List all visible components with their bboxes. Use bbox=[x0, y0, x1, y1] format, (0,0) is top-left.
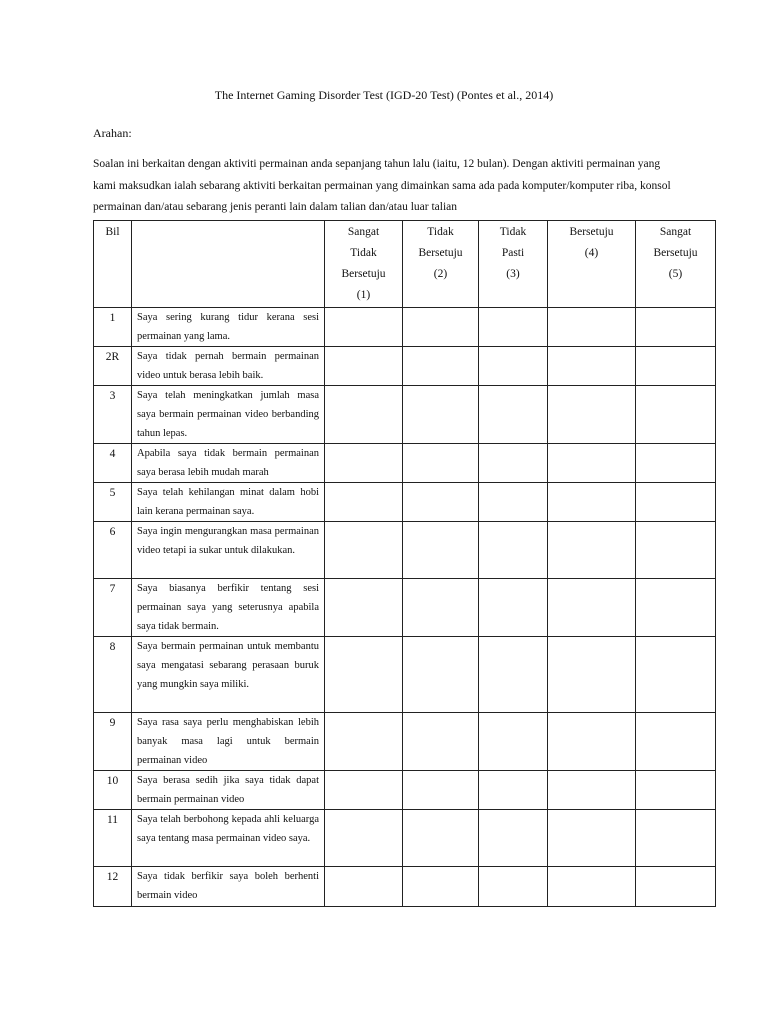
response-cell-3[interactable] bbox=[479, 347, 548, 386]
response-cell-2[interactable] bbox=[403, 308, 479, 347]
item-statement: Saya telah berbohong kepada ahli keluarga saya tentang masa permainan video saya. bbox=[132, 810, 325, 867]
response-cell-5[interactable] bbox=[636, 347, 716, 386]
item-number: 11 bbox=[94, 810, 132, 867]
item-statement: Saya rasa saya perlu menghabiskan lebih banyak masa lagi untuk bermain permainan video bbox=[132, 713, 325, 771]
response-cell-4[interactable] bbox=[548, 308, 636, 347]
column-header-statement bbox=[132, 221, 325, 308]
response-cell-5[interactable] bbox=[636, 308, 716, 347]
response-cell-2[interactable] bbox=[403, 867, 479, 907]
column-header-number: Bil bbox=[94, 221, 132, 308]
item-number: 3 bbox=[94, 386, 132, 444]
item-statement: Saya tidak berfikir saya boleh berhenti bermain video bbox=[132, 867, 325, 907]
response-cell-1[interactable] bbox=[325, 637, 403, 713]
column-header-scale-1: Sangat Tidak Bersetuju (1) bbox=[325, 221, 403, 308]
document-title: The Internet Gaming Disorder Test (IGD-20 Test) (Pontes et al., 2014) bbox=[214, 88, 554, 102]
response-cell-3[interactable] bbox=[479, 579, 548, 637]
response-cell-1[interactable] bbox=[325, 444, 403, 483]
column-header-scale-5: Sangat Bersetuju (5) bbox=[636, 221, 716, 308]
table-row bbox=[94, 308, 716, 347]
intro-line: permainan dan/atau sebarang jenis peranti lain dalam talian dan/atau luar talian bbox=[93, 201, 458, 213]
questionnaire-table bbox=[93, 220, 716, 907]
response-cell-4[interactable] bbox=[548, 483, 636, 522]
response-cell-2[interactable] bbox=[403, 771, 479, 810]
response-cell-3[interactable] bbox=[479, 386, 548, 444]
response-cell-3[interactable] bbox=[479, 810, 548, 867]
response-cell-2[interactable] bbox=[403, 810, 479, 867]
response-cell-3[interactable] bbox=[479, 522, 548, 579]
response-cell-5[interactable] bbox=[636, 713, 716, 771]
table-row bbox=[94, 713, 716, 771]
response-cell-3[interactable] bbox=[479, 308, 548, 347]
response-cell-3[interactable] bbox=[479, 444, 548, 483]
instructions-label: Arahan: bbox=[93, 126, 132, 140]
table-row bbox=[94, 347, 716, 386]
response-cell-1[interactable] bbox=[325, 771, 403, 810]
intro-line: Soalan ini berkaitan dengan aktiviti permainan anda sepanjang tahun lalu (iaitu, 12 bulan). Dengan aktiviti permainan yang bbox=[93, 158, 661, 170]
item-statement: Saya berasa sedih jika saya tidak dapat bermain permainan video bbox=[132, 771, 325, 810]
item-number: 4 bbox=[94, 444, 132, 483]
response-cell-4[interactable] bbox=[548, 713, 636, 771]
response-cell-2[interactable] bbox=[403, 483, 479, 522]
response-cell-3[interactable] bbox=[479, 637, 548, 713]
response-cell-5[interactable] bbox=[636, 810, 716, 867]
item-number: 12 bbox=[94, 867, 132, 907]
table-row bbox=[94, 386, 716, 444]
response-cell-1[interactable] bbox=[325, 347, 403, 386]
column-header-scale-4: Bersetuju (4) bbox=[548, 221, 636, 308]
response-cell-5[interactable] bbox=[636, 522, 716, 579]
item-number: 6 bbox=[94, 522, 132, 579]
item-number: 2R bbox=[94, 347, 132, 386]
table-row bbox=[94, 771, 716, 810]
response-cell-4[interactable] bbox=[548, 347, 636, 386]
item-number: 8 bbox=[94, 637, 132, 713]
response-cell-2[interactable] bbox=[403, 522, 479, 579]
response-cell-4[interactable] bbox=[548, 522, 636, 579]
response-cell-4[interactable] bbox=[548, 637, 636, 713]
response-cell-1[interactable] bbox=[325, 308, 403, 347]
item-statement: Saya telah meningkatkan jumlah masa saya bermain permainan video berbanding tahun lepas. bbox=[132, 386, 325, 444]
response-cell-1[interactable] bbox=[325, 867, 403, 907]
response-cell-1[interactable] bbox=[325, 713, 403, 771]
response-cell-4[interactable] bbox=[548, 771, 636, 810]
response-cell-2[interactable] bbox=[403, 386, 479, 444]
response-cell-3[interactable] bbox=[479, 771, 548, 810]
response-cell-2[interactable] bbox=[403, 444, 479, 483]
item-statement: Saya tidak pernah bermain permainan video untuk berasa lebih baik. bbox=[132, 347, 325, 386]
header-row bbox=[94, 221, 716, 308]
response-cell-3[interactable] bbox=[479, 867, 548, 907]
response-cell-4[interactable] bbox=[548, 386, 636, 444]
table-row bbox=[94, 483, 716, 522]
table-row bbox=[94, 579, 716, 637]
intro-paragraph bbox=[93, 154, 718, 219]
item-number: 10 bbox=[94, 771, 132, 810]
item-number: 7 bbox=[94, 579, 132, 637]
item-statement: Saya bermain permainan untuk membantu saya mengatasi sebarang perasaan buruk yang mungkin saya miliki. bbox=[132, 637, 325, 713]
table-row bbox=[94, 522, 716, 579]
response-cell-5[interactable] bbox=[636, 483, 716, 522]
intro-line: kami maksudkan ialah sebarang aktiviti berkaitan permainan yang dimainkan sama ada pada komputer/komputer riba, konsol bbox=[93, 179, 671, 192]
response-cell-5[interactable] bbox=[636, 771, 716, 810]
item-statement: Saya sering kurang tidur kerana sesi permainan yang lama. bbox=[132, 308, 325, 347]
response-cell-5[interactable] bbox=[636, 386, 716, 444]
item-statement: Saya telah kehilangan minat dalam hobi lain kerana permainan saya. bbox=[132, 483, 325, 522]
table-row bbox=[94, 637, 716, 713]
response-cell-1[interactable] bbox=[325, 579, 403, 637]
response-cell-5[interactable] bbox=[636, 637, 716, 713]
table-row bbox=[94, 444, 716, 483]
response-cell-2[interactable] bbox=[403, 713, 479, 771]
response-cell-2[interactable] bbox=[403, 579, 479, 637]
table-row bbox=[94, 867, 716, 907]
item-number: 1 bbox=[94, 308, 132, 347]
response-cell-1[interactable] bbox=[325, 810, 403, 867]
item-number: 5 bbox=[94, 483, 132, 522]
response-cell-5[interactable] bbox=[636, 867, 716, 907]
response-cell-3[interactable] bbox=[479, 713, 548, 771]
table-row bbox=[94, 810, 716, 867]
item-statement: Apabila saya tidak bermain permainan saya berasa lebih mudah marah bbox=[132, 444, 325, 483]
response-cell-5[interactable] bbox=[636, 579, 716, 637]
response-cell-4[interactable] bbox=[548, 444, 636, 483]
response-cell-1[interactable] bbox=[325, 386, 403, 444]
column-header-scale-2: Tidak Bersetuju (2) bbox=[403, 221, 479, 308]
response-cell-3[interactable] bbox=[479, 483, 548, 522]
response-cell-4[interactable] bbox=[548, 810, 636, 867]
response-cell-2[interactable] bbox=[403, 347, 479, 386]
response-cell-4[interactable] bbox=[548, 579, 636, 637]
response-cell-4[interactable] bbox=[548, 867, 636, 907]
column-header-scale-3: Tidak Pasti (3) bbox=[479, 221, 548, 308]
response-cell-1[interactable] bbox=[325, 522, 403, 579]
item-statement: Saya biasanya berfikir tentang sesi permainan saya yang seterusnya apabila saya tidak bermain. bbox=[132, 579, 325, 637]
item-statement: Saya ingin mengurangkan masa permainan video tetapi ia sukar untuk dilakukan. bbox=[132, 522, 325, 579]
item-number: 9 bbox=[94, 713, 132, 771]
response-cell-2[interactable] bbox=[403, 637, 479, 713]
response-cell-5[interactable] bbox=[636, 444, 716, 483]
response-cell-1[interactable] bbox=[325, 483, 403, 522]
